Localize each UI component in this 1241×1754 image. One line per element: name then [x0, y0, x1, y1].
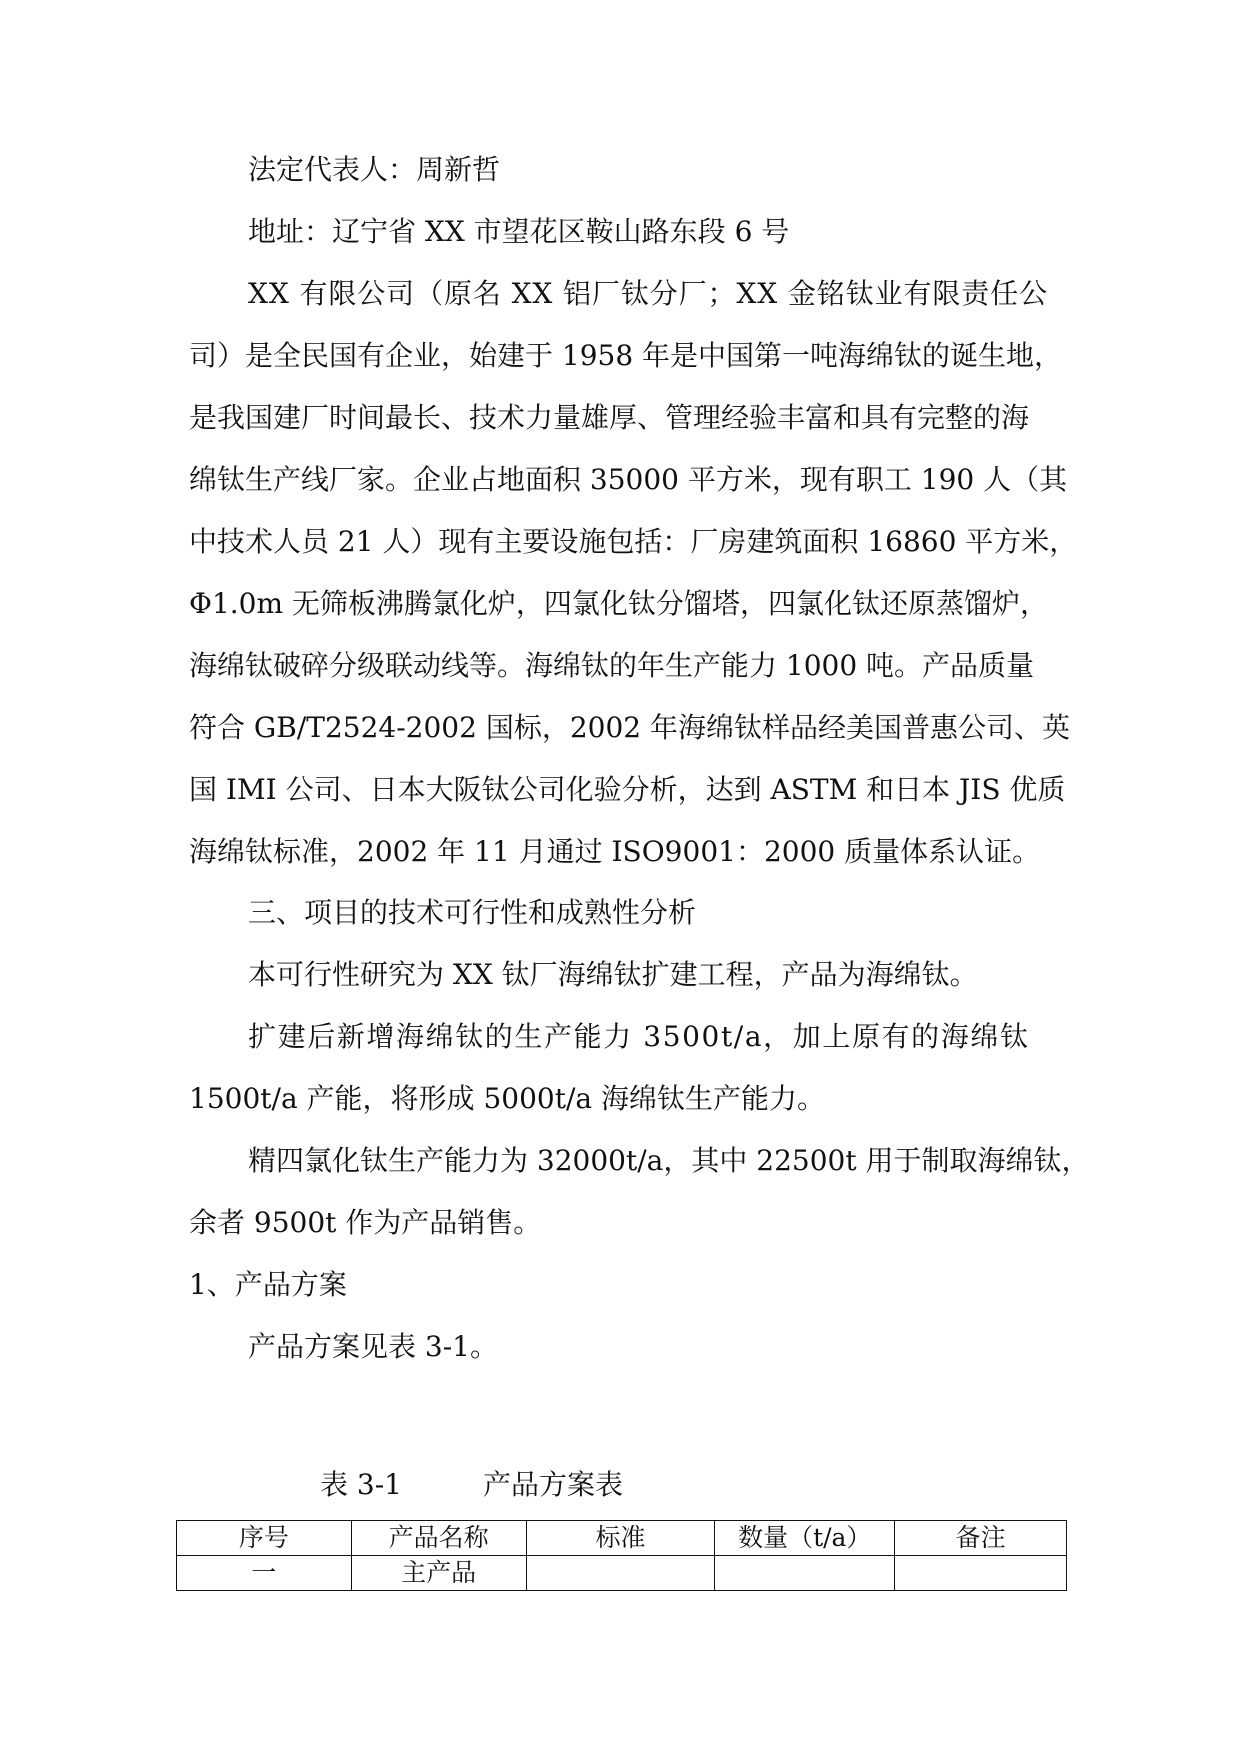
table-cell [526, 1556, 715, 1591]
text-line-company-intro: 海绵钛破碎分级联动线等。海绵钛的年生产能力 1000 吨。产品质量 [189, 649, 1035, 682]
table-row [177, 1556, 1067, 1591]
table-header-row [177, 1521, 1067, 1556]
text-line-company-intro: Φ1.0m 无筛板沸腾氯化炉，四氯化钛分馏塔，四氯化钛还原蒸馏炉， [189, 587, 1048, 620]
text-line-address: 地址：辽宁省 XX 市望花区鞍山路东段 6 号 [248, 215, 790, 248]
text-line-company-intro: 国 IMI 公司、日本大阪钛公司化验分析，达到 ASTM 和日本 JIS 优质 [189, 773, 1066, 806]
table-cell: 一 [177, 1556, 352, 1591]
text-line-company-intro: XX 有限公司（原名 XX 铝厂钛分厂；XX 金铭钛业有限责任公 [248, 277, 1049, 310]
text-line-company-intro: 海绵钛标准，2002 年 11 月通过 ISO9001：2000 质量体系认证。 [189, 835, 1041, 868]
text-line-study-scope: 本可行性研究为 XX 钛厂海绵钛扩建工程，产品为海绵钛。 [248, 958, 978, 991]
table-cell [895, 1556, 1067, 1591]
text-line-company-intro: 中技术人员 21 人）现有主要设施包括：厂房建筑面积 16860 平方米， [189, 525, 1078, 558]
subsection-heading: 1、产品方案 [189, 1268, 347, 1301]
column-header-seq: 序号 [177, 1521, 352, 1556]
text-line-company-intro: 司）是全民国有企业，始建于 1958 年是中国第一吨海绵钛的诞生地， [189, 339, 1063, 372]
column-header-quantity: 数量（t/a） [715, 1521, 895, 1556]
table-caption-title: 产品方案表 [483, 1468, 624, 1501]
text-line-capacity: 扩建后新增海绵钛的生产能力 3500t/a，加上原有的海绵钛 [248, 1020, 1030, 1053]
column-header-standard: 标准 [526, 1521, 715, 1556]
column-header-remarks: 备注 [895, 1521, 1067, 1556]
table-cell [715, 1556, 895, 1591]
section-heading: 三、项目的技术可行性和成熟性分析 [248, 896, 697, 929]
text-line-company-intro: 是我国建厂时间最长、技术力量雄厚、管理经验丰富和具有完整的海 [189, 401, 1030, 434]
product-plan-table [176, 1520, 1067, 1591]
text-line-table-ref: 产品方案见表 3-1。 [248, 1330, 498, 1363]
text-line-legal-rep: 法定代表人：周新哲 [248, 153, 501, 186]
text-line-ticl4: 精四氯化钛生产能力为 32000t/a，其中 22500t 用于制取海绵钛， [248, 1144, 1090, 1177]
text-line-company-intro: 符合 GB/T2524-2002 国标，2002 年海绵钛样品经美国普惠公司、英 [189, 711, 1070, 744]
text-line-ticl4: 余者 9500t 作为产品销售。 [189, 1206, 542, 1239]
table-caption-number: 表 3-1 [320, 1468, 402, 1501]
text-line-capacity: 1500t/a 产能，将形成 5000t/a 海绵钛生产能力。 [189, 1082, 825, 1115]
table-cell: 主产品 [351, 1556, 526, 1591]
text-line-company-intro: 绵钛生产线厂家。企业占地面积 35000 平方米，现有职工 190 人（其 [189, 463, 1068, 496]
column-header-product-name: 产品名称 [351, 1521, 526, 1556]
